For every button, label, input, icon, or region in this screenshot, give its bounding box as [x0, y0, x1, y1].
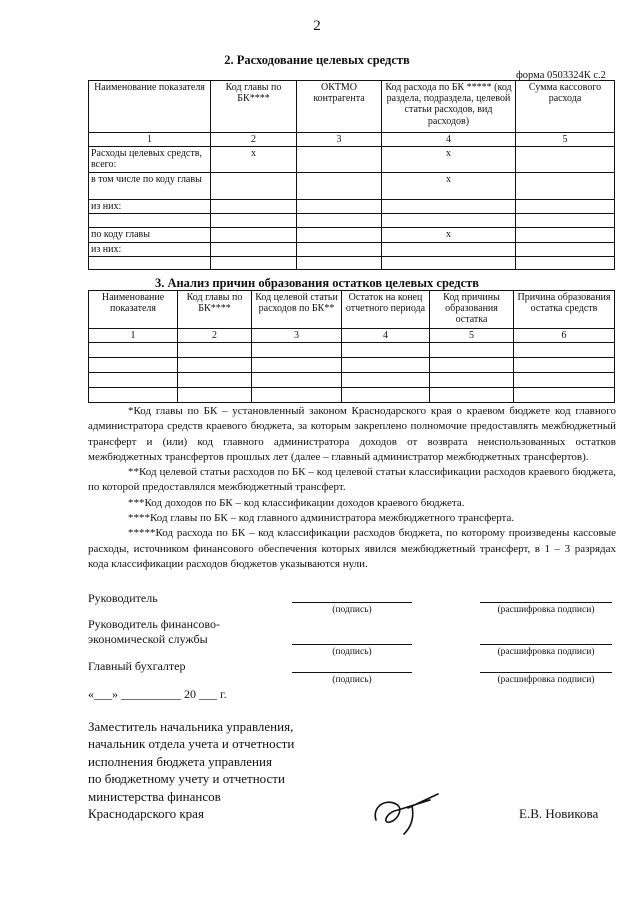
s3-header-name: Наименование показателя [89, 291, 178, 329]
table-cell: Расходы целевых средств, всего: [89, 147, 211, 173]
s3-header-target-code: Код целевой статьи расходов по БК** [252, 291, 342, 329]
s3-col-number: 1 [89, 329, 178, 343]
table-cell [89, 214, 211, 228]
table-cell [211, 256, 297, 269]
footnote-4: ****Код главы по БК – код главного администратора межбюджетного трансферта. [128, 512, 515, 525]
form-code: форма 0503324К с.2 [516, 70, 606, 81]
s2-col-number: 2 [211, 133, 297, 147]
s2-col-number: 5 [516, 133, 615, 147]
finance-decoding-line[interactable] [480, 644, 612, 645]
table-cell [297, 173, 382, 200]
table-cell [382, 200, 516, 214]
table-row [89, 358, 615, 373]
table-cell: из них: [89, 242, 211, 256]
s2-col-number: 4 [382, 133, 516, 147]
s2-col-number: 1 [89, 133, 211, 147]
section-2-table [88, 80, 615, 270]
s3-col-number: 5 [430, 329, 514, 343]
s3-header-reason: Причина образования остатка средств [514, 291, 615, 329]
signer-position [88, 718, 294, 822]
position-line: исполнения бюджета управления [88, 753, 272, 769]
s2-col-number: 3 [297, 133, 382, 147]
decoding-caption: (расшифровка подписи) [497, 605, 595, 615]
handwritten-signature [368, 786, 446, 838]
table-cell [516, 200, 615, 214]
head-label: Руководитель [88, 591, 158, 605]
page-number: 2 [313, 18, 321, 34]
table-cell [382, 214, 516, 228]
section-3-table [88, 290, 615, 403]
accountant-signature-line[interactable] [292, 672, 412, 673]
date-line[interactable]: «___» __________ 20 ___ г. [88, 687, 227, 701]
table-cell [382, 242, 516, 256]
s3-col-number: 6 [514, 329, 615, 343]
s2-header-expense-code: Код расхода по БК ***** (код раздела, подраздела, целевой статьи расходов, вид расходов) [382, 81, 516, 133]
footnotes [88, 404, 616, 572]
section-2-title: 2. Расходование целевых средств [224, 53, 410, 67]
table-cell: x [382, 147, 516, 173]
table-row [89, 242, 615, 256]
signature-caption: (подпись) [332, 605, 372, 615]
table-cell [89, 256, 211, 269]
table-cell [297, 214, 382, 228]
table-cell: по коду главы [89, 228, 211, 242]
decoding-caption: (расшифровка подписи) [497, 675, 595, 685]
table-cell [382, 256, 516, 269]
table-cell [297, 256, 382, 269]
finance-label: Руководитель финансово-экономической службы [88, 617, 220, 646]
signer-name: Е.В. Новикова [519, 806, 599, 821]
position-line: Краснодарского края [88, 806, 204, 822]
table-row [89, 214, 615, 228]
table-cell [516, 256, 615, 269]
s2-header-oktmo: ОКТМО контрагента [297, 81, 382, 133]
s3-header-chapter-code: Код главы по БК**** [178, 291, 252, 329]
s3-header-balance: Остаток на конец отчетного периода [342, 291, 430, 329]
table-row [89, 228, 615, 242]
table-cell: из них: [89, 200, 211, 214]
table-row [89, 256, 615, 269]
position-line: начальник отдела учета и отчетности [88, 736, 295, 752]
s3-col-number: 3 [252, 329, 342, 343]
finance-signature-line[interactable] [292, 644, 412, 645]
head-decoding-line[interactable] [480, 602, 612, 603]
s3-header-reason-code: Код причины образования остатка [430, 291, 514, 329]
table-cell [211, 228, 297, 242]
s3-col-number: 2 [178, 329, 252, 343]
s2-header-chapter-code: Код главы по БК**** [211, 81, 297, 133]
footnote-1: *Код главы по БК – установленный законом Краснодарского края о краевом бюджете код главного администратора средств краевого бюджета, за которым закреплено полномочие предоставлять межбюджетный трансферт и (или) код главного администратора доходов от возврата неиспользованных остатков межбюджетных трансфертов прошлых лет (далее – главный администратор межбюджетных трансфертов). [88, 405, 616, 463]
table-cell [516, 214, 615, 228]
table-cell [297, 242, 382, 256]
signature-caption: (подпись) [332, 647, 372, 657]
s2-header-name: Наименование показателя [89, 81, 211, 133]
accountant-label: Главный бухгалтер [88, 659, 186, 673]
position-line: Заместитель начальника управления, [88, 719, 294, 734]
table-row [89, 388, 615, 403]
table-cell [211, 173, 297, 200]
signature-caption: (подпись) [332, 675, 372, 685]
table-cell: x [382, 173, 516, 200]
table-cell [211, 214, 297, 228]
position-line: министерства финансов [88, 788, 221, 804]
table-row [89, 173, 615, 200]
table-cell [297, 200, 382, 214]
table-cell [211, 242, 297, 256]
s2-header-cash-sum: Сумма кассового расхода [516, 81, 615, 133]
head-signature-line[interactable] [292, 602, 412, 603]
table-row [89, 343, 615, 358]
section-3-title: 3. Анализ причин образования остатков целевых средств [154, 276, 480, 290]
accountant-decoding-line[interactable] [480, 672, 612, 673]
table-cell [297, 147, 382, 173]
footnote-3: ***Код доходов по БК – код классификации доходов краевого бюджета. [128, 496, 465, 509]
s3-col-number: 4 [342, 329, 430, 343]
table-row [89, 200, 615, 214]
position-line: по бюджетному учету и отчетности [88, 771, 285, 787]
footnote-2: **Код целевой статьи расходов по БК – код целевой статьи классификации расходов краевого бюджета, по которой предоставлялся межбюджетный трансферт. [88, 466, 616, 494]
table-cell: x [382, 228, 516, 242]
table-cell [516, 242, 615, 256]
table-cell [211, 200, 297, 214]
table-row [89, 147, 615, 173]
table-cell [516, 173, 615, 200]
table-cell [297, 228, 382, 242]
table-row [89, 373, 615, 388]
table-cell [516, 228, 615, 242]
table-cell: x [211, 147, 297, 173]
table-cell: в том числе по коду главы [89, 173, 211, 200]
table-cell [516, 147, 615, 173]
decoding-caption: (расшифровка подписи) [497, 647, 595, 657]
footnote-5: *****Код расхода по БК – код классификации расходов бюджета, по которому произведены кассовые расходы, источником финансового обеспечения которых явился межбюджетный трансферт, в 1 – 3 разрядах кода классификации расходов бюджетов указываются нули. [88, 527, 616, 570]
